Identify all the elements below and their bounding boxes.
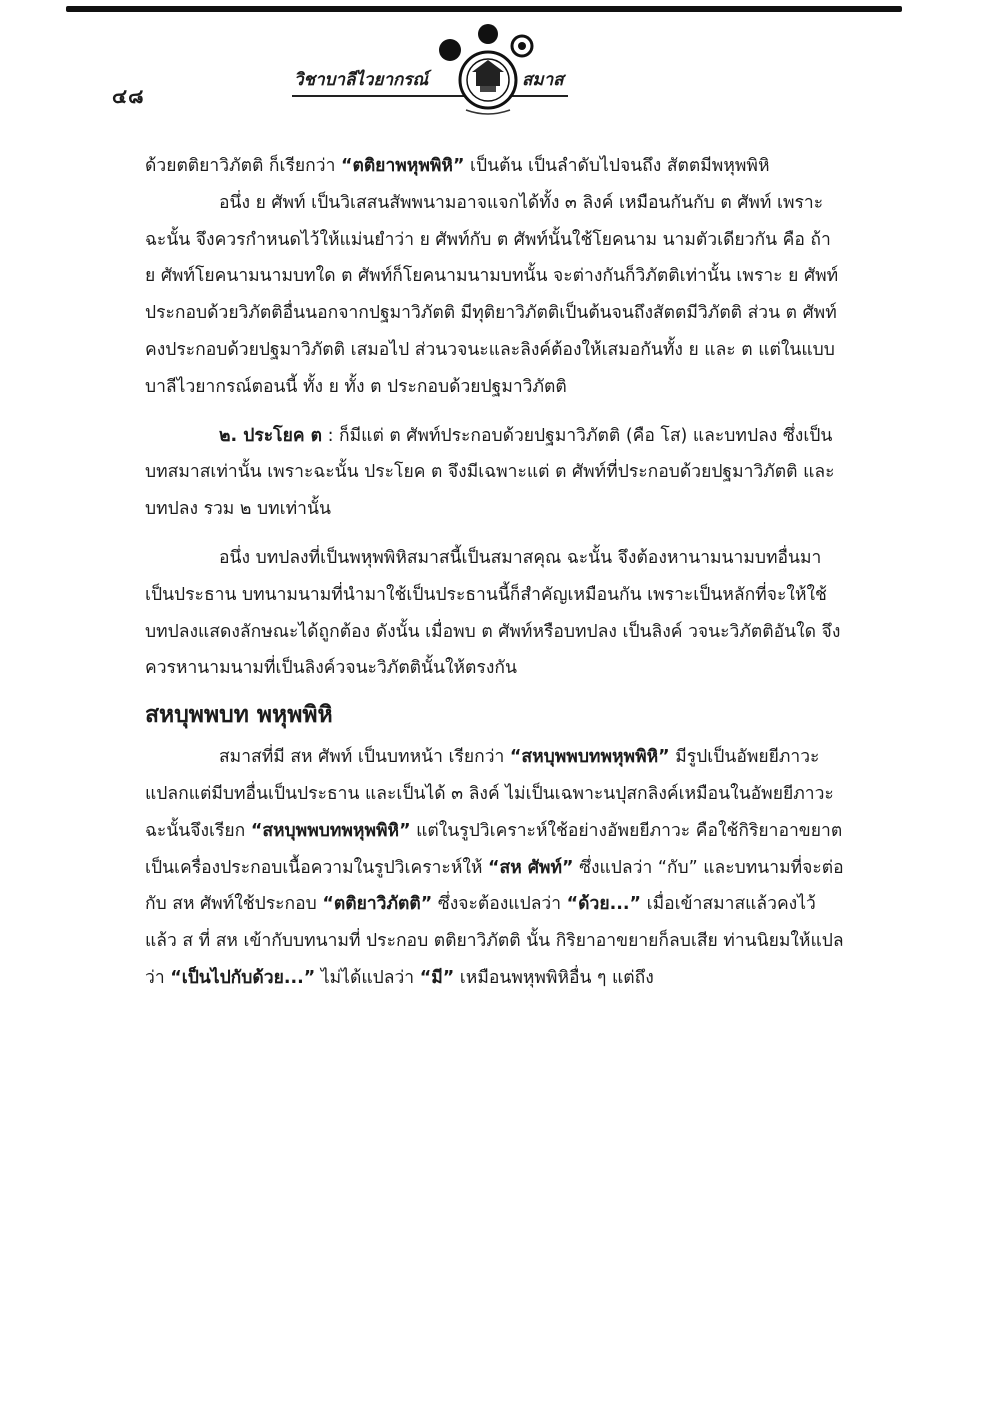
item-label: ๒. ประโยค ต <box>219 425 323 446</box>
section-heading: สหบุพพบท พหุพพิหิ <box>145 702 333 729</box>
paragraph-4: อนึ่ง บทปลงที่เป็นพหุพพิหิสมาสนี้เป็นสมาสคุณ ฉะนั้น จึงต้องหานามนามบทอื่นมาเป็นประธาน บทนามนามที่นำมาใช้เป็นประธานนี้ก็สำคัญเหมือนกัน เพราะเป็นหลักที่จะให้ใช้บทปลงแสดงลักษณะได้ถูกต้อง ดังนั้น เมื่อพบ ต ศัพท์หรือบทปลง เป็นลิงค์ วจนะวิภัตติอันใด จึงควรหานามนามที่เป็นลิงค์วจนะวิภัตตินั้นให้ตรงกัน <box>145 547 841 679</box>
text-run: มีรูปเป็นอัพยยีภาวะ แปลกแต่มีบทอื่นเป็นประธาน และเป็นได้ ๓ ลิงค์ ไม่เป็นเฉพาะนปุสกลิงค์เหมือนในอัพยยีภาวะ ฉะนั้นจึงเรียก <box>145 747 834 841</box>
page-body <box>145 148 845 997</box>
paragraph-2: อนึ่ง ย ศัพท์ เป็นวิเสสนสัพพนามอาจแจกได้ทั้ง ๓ ลิงค์ เหมือนกันกับ ต ศัพท์ เพราะฉะนั้น จึงควรกำหนดไว้ให้แม่นยำว่า ย ศัพท์กับ ต ศัพท์นั้นใช้โยคนาม นามตัวเดียวกัน คือ ถ้า ย ศัพท์โยคนามนามบทใด ต ศัพท์ก็โยคนามนามบทนั้น จะต่างกันก็วิภัตติเท่านั้น เพราะ ย ศัพท์ประกอบด้วยวิภัตติอื่นนอกจากปฐมาวิภัตติ มีทุติยาวิภัตติเป็นต้นจนถึงสัตตมีวิภัตติ ส่วน ต ศัพท์ คงประกอบด้วยปฐมาวิภัตติ เสมอไป ส่วนวจนะและลิงค์ต้องให้เสมอกันทั้ง ย และ ต แต่ในแบบบาลีไวยากรณ์ตอนนี้ ทั้ง ย ทั้ง ต ประกอบด้วยปฐมาวิภัตติ <box>145 192 839 397</box>
page-header <box>0 0 1000 130</box>
school-emblem-icon <box>436 22 538 120</box>
text-run: : ก็มีแต่ ต ศัพท์ประกอบด้วยปฐมาวิภัตติ (คือ โส) และบทปลง ซึ่งเป็นบทสมาสเท่านั้น เพราะฉะนั้น ประโยค ต จึงมีเฉพาะแต่ ต ศัพท์ที่ประกอบด้วยปฐมาวิภัตติ และบทปลง รวม ๒ บทเท่านั้น <box>145 425 835 520</box>
text-run: เหมือนพหุพพิหิอื่น ๆ แต่ถึง <box>454 967 654 988</box>
paragraph-5 <box>145 739 845 997</box>
term-bold: “ด้วย...” <box>566 894 642 915</box>
text-run: ไม่ได้แปลว่า <box>315 967 420 988</box>
term-bold: “ตติยาพหุพพิหิ” <box>340 156 465 176</box>
text-run: ด้วยตติยาวิภัตติ ก็เรียกว่า <box>145 156 341 176</box>
text-run: แต่ในรูปวิเคราะห์ใช้อย่างอัพยยีภาวะ คือใช้กิริยาอาขยาตเป็นเครื่องประกอบเนื้อความในรูปวิเคราะห์ให้ <box>145 820 843 878</box>
term-bold: “เป็นไปกับด้วย...” <box>170 967 316 988</box>
page-number: ๔๘ <box>112 84 145 108</box>
term-bold: “สหบุพพบทพหุพพิหิ” <box>509 747 670 768</box>
text-run: สมาสที่มี สห ศัพท์ เป็นบทหน้า เรียกว่า <box>219 747 510 768</box>
chapter-title: สมาส <box>522 70 564 90</box>
term-bold: “สหบุพพบทพหุพพิหิ” <box>250 820 411 841</box>
text-run: ซึ่งแปลว่า “กับ” และบทนามที่จะต่อกับ สห ศัพท์ใช้ประกอบ <box>145 857 844 915</box>
term-bold: “สห ศัพท์” <box>488 857 574 878</box>
text-run: ซึ่งจะต้องแปลว่า <box>432 894 567 915</box>
term-bold: “ตติยาวิภัตติ” <box>322 894 433 915</box>
book-title: วิชาบาลีไวยากรณ์ <box>294 70 429 90</box>
paragraph-3 <box>145 418 845 528</box>
term-bold: “มี” <box>419 967 455 988</box>
text-run: เมื่อเข้าสมาสแล้วคงไว้แล้ว ส ที่ สห เข้ากับบทนามที่ ประกอบ ตติยาวิภัตติ นั้น กิริยาอาขยายก็ลบเสีย ท่านนิยมให้แปลว่า <box>145 894 844 988</box>
paragraph-1 <box>145 148 845 185</box>
text-run: เป็นต้น เป็นลำดับไปจนถึง สัตตมีพหุพพิหิ <box>464 156 770 176</box>
